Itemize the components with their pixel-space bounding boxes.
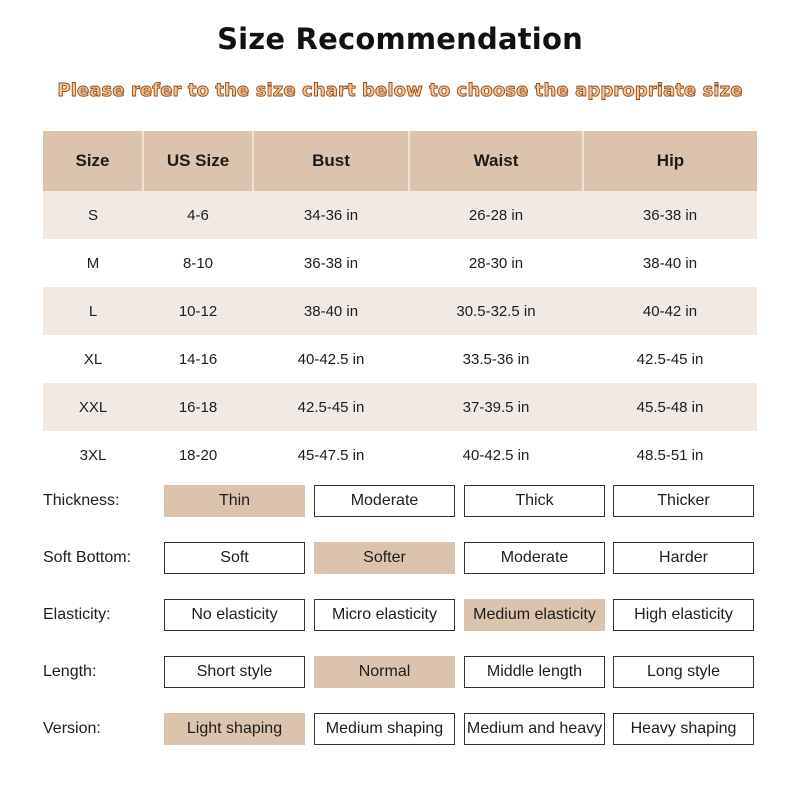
cell-us-size: 16-18	[143, 383, 253, 431]
attribute-row-elasticity	[0, 599, 800, 631]
length-option[interactable]: Middle length	[464, 656, 605, 688]
cell-us-size: 10-12	[143, 287, 253, 335]
thickness-option[interactable]: Moderate	[314, 485, 455, 517]
elasticity-option[interactable]: Medium elasticity	[464, 599, 605, 631]
soft-bottom-option[interactable]: Moderate	[464, 542, 605, 574]
length-option[interactable]: Long style	[613, 656, 754, 688]
header-hip: Hip	[583, 131, 757, 191]
header-bust: Bust	[253, 131, 409, 191]
attribute-label: Length:	[43, 663, 97, 680]
attribute-label: Thickness:	[43, 492, 120, 509]
cell-bust: 40-42.5 in	[297, 350, 365, 368]
cell-size: S	[43, 191, 143, 239]
attribute-row-thickness	[0, 485, 800, 517]
soft-bottom-option[interactable]: Soft	[164, 542, 305, 574]
cell-waist: 33.5-36 in	[462, 350, 530, 368]
thickness-option[interactable]: Thicker	[613, 485, 754, 517]
elasticity-option[interactable]: Micro elasticity	[314, 599, 455, 631]
cell-hip: 36-38 in	[583, 191, 757, 239]
header-waist: Waist	[409, 131, 583, 191]
table-row	[43, 191, 757, 239]
header-size: Size	[43, 131, 143, 191]
cell-waist: 30.5-32.5 in	[409, 287, 583, 335]
cell-bust: 38-40 in	[253, 287, 409, 335]
table-row	[43, 431, 757, 479]
attribute-row-soft-bottom	[0, 542, 800, 574]
cell-bust: 42.5-45 in	[253, 383, 409, 431]
cell-hip: 48.5-51 in	[636, 446, 704, 464]
cell-hip: 38-40 in	[642, 254, 698, 272]
cell-us-size: 4-6	[143, 191, 253, 239]
table-row	[43, 287, 757, 335]
thickness-option[interactable]: Thin	[164, 485, 305, 517]
version-option[interactable]: Light shaping	[164, 713, 305, 745]
cell-size: XXL	[43, 383, 143, 431]
thickness-option[interactable]: Thick	[464, 485, 605, 517]
cell-bust: 45-47.5 in	[297, 446, 365, 464]
version-option[interactable]: Heavy shaping	[613, 713, 754, 745]
page-title: Size Recommendation	[217, 22, 583, 56]
size-chart-table	[43, 131, 757, 479]
cell-waist: 26-28 in	[409, 191, 583, 239]
cell-bust: 34-36 in	[253, 191, 409, 239]
table-header-row	[43, 131, 757, 191]
cell-size: XL	[83, 350, 103, 368]
attribute-label: Elasticity:	[43, 606, 111, 623]
length-option[interactable]: Normal	[314, 656, 455, 688]
cell-size: M	[86, 254, 100, 272]
cell-hip: 45.5-48 in	[583, 383, 757, 431]
attribute-label: Soft Bottom:	[43, 549, 132, 566]
cell-us-size: 8-10	[182, 254, 214, 272]
elasticity-option[interactable]: High elasticity	[613, 599, 754, 631]
cell-size: L	[43, 287, 143, 335]
cell-hip: 40-42 in	[583, 287, 757, 335]
cell-waist: 40-42.5 in	[462, 446, 530, 464]
attribute-row-length	[0, 656, 800, 688]
cell-waist: 28-30 in	[468, 254, 524, 272]
cell-bust: 36-38 in	[303, 254, 359, 272]
cell-us-size: 18-20	[178, 446, 218, 464]
elasticity-option[interactable]: No elasticity	[164, 599, 305, 631]
table-row	[43, 383, 757, 431]
cell-size: 3XL	[79, 446, 107, 464]
cell-us-size: 14-16	[178, 350, 218, 368]
cell-waist: 37-39.5 in	[409, 383, 583, 431]
soft-bottom-option[interactable]: Harder	[613, 542, 754, 574]
table-row	[43, 239, 757, 287]
length-option[interactable]: Short style	[164, 656, 305, 688]
soft-bottom-option[interactable]: Softer	[314, 542, 455, 574]
attribute-label: Version:	[43, 720, 101, 737]
header-us-size: US Size	[143, 131, 253, 191]
table-row	[43, 335, 757, 383]
page-subtitle: Please refer to the size chart below to choose the appropriate size	[57, 80, 743, 101]
version-option[interactable]: Medium and heavy	[464, 713, 605, 745]
attribute-row-version	[0, 713, 800, 745]
cell-hip: 42.5-45 in	[636, 350, 704, 368]
version-option[interactable]: Medium shaping	[314, 713, 455, 745]
